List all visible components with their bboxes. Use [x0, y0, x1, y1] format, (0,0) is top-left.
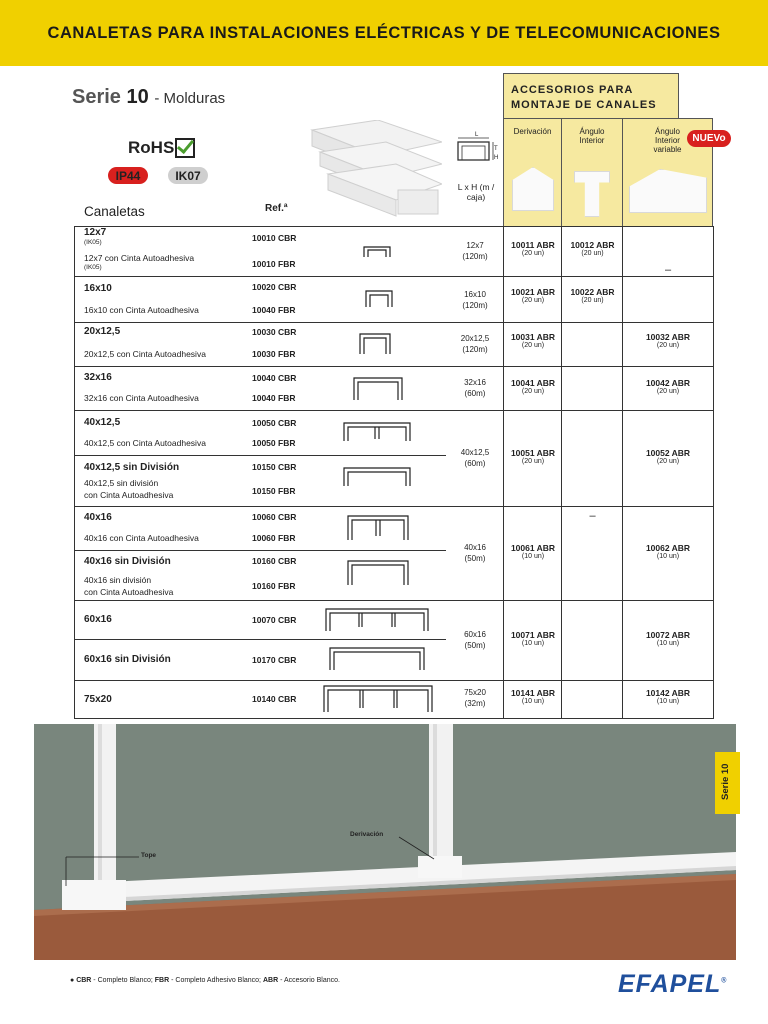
product-name: 40x12,5: [84, 417, 121, 428]
series-number: 10: [126, 86, 149, 108]
angulo-variable-qty: (10 un): [656, 640, 680, 647]
product-ref: 10020 CBR: [252, 282, 297, 292]
derivacion-qty: (20 un): [521, 388, 545, 395]
new-badge: NUEVo: [687, 130, 731, 147]
profile-60x16-nodiv-drawing: [328, 644, 426, 674]
product-sub-note: (IK05): [84, 264, 102, 271]
profile-75x20-drawing: [322, 682, 434, 716]
ref-column-label: Ref.ª: [265, 203, 288, 214]
angulo-interior-cell: [562, 287, 623, 304]
product-sub: con Cinta Autoadhesiva: [84, 587, 174, 597]
pack-size: 40x12,5: [460, 448, 490, 457]
installation-photo: [34, 724, 736, 960]
ip-badge: IP44: [108, 167, 148, 184]
ik-badge: IK07: [168, 167, 208, 184]
product-sub: 12x7 con Cinta Autoadhesiva: [84, 253, 195, 263]
derivacion-header: [503, 118, 561, 226]
product-ref: 10140 CBR: [252, 694, 297, 704]
footnote-fbr: FBR: [154, 977, 170, 984]
profile-12x7-drawing: [362, 243, 392, 259]
product-note: (IK05): [84, 239, 102, 246]
pack-qty: (60m): [464, 389, 486, 398]
product-ref: 10070 CBR: [252, 615, 297, 625]
product-ref: 10150 CBR: [252, 462, 297, 472]
derivacion-ref: 10141 ABR: [510, 688, 556, 698]
product-sub: con Cinta Autoadhesiva: [84, 490, 174, 500]
table-row-divider: [74, 550, 446, 551]
product-sub-ref: 10010 FBR: [252, 259, 296, 269]
footnote-cbr-text: - Completo Blanco;: [91, 977, 155, 984]
angulo-variable-ref: 10042 ABR: [645, 378, 691, 388]
pack-cell: [446, 333, 504, 355]
side-tab-label: Serie 10: [720, 763, 731, 800]
product-name: 40x16: [84, 512, 112, 523]
header-banner: [0, 0, 768, 66]
angulo-variable-cell: [623, 448, 713, 465]
product-name: 60x16: [84, 614, 112, 625]
table-row-divider: [74, 226, 714, 227]
product-name: 40x12,5 sin División: [84, 462, 180, 473]
derivacion-cell: [504, 332, 562, 349]
derivacion-cell: [504, 287, 562, 304]
pack-cell: [446, 447, 504, 469]
table-row-divider: [74, 680, 714, 681]
footnote-abr: ABR: [262, 977, 279, 984]
logo-text: EFAPEL: [618, 970, 722, 998]
product-sub: 16x10 con Cinta Autoadhesiva: [84, 305, 199, 315]
table-row-divider: [74, 276, 714, 277]
product-ref: 10050 CBR: [252, 418, 297, 428]
angulo-variable-ref: 10062 ABR: [645, 543, 691, 553]
dimension-diagram: [455, 128, 499, 168]
derivacion-cell: [504, 378, 562, 395]
derivacion-header-label: Derivación: [513, 127, 552, 136]
angulo-interior-header: [561, 118, 622, 226]
derivacion-ref: 10061 ABR: [510, 543, 556, 553]
trunking-photo: [308, 120, 442, 220]
accessories-title-line1: ACCESORIOS PARA: [511, 84, 634, 96]
angulo-interior-piece-image: [574, 171, 610, 217]
angulo-variable-cell: [623, 332, 713, 349]
derivacion-ref: 10031 ABR: [510, 332, 556, 342]
pack-qty: (120m): [462, 252, 488, 261]
angulo-variable-cell: [623, 543, 713, 560]
product-ref: 10010 CBR: [252, 233, 297, 243]
product-name: 40x16 sin División: [84, 556, 171, 567]
pack-size: 20x12,5: [460, 334, 490, 343]
check-icon: [175, 138, 195, 158]
product-name: 32x16: [84, 372, 112, 383]
page-title: CANALETAS PARA INSTALACIONES ELÉCTRICAS Y DE TELECOMUNICACIONES: [47, 23, 721, 42]
table-border-right: [713, 226, 714, 719]
angulo-variable-cell: [623, 378, 713, 395]
angulo-variable-qty: (20 un): [656, 388, 680, 395]
profile-40x12-nodiv-drawing: [342, 464, 412, 490]
table-row-divider: [74, 455, 446, 456]
angulo-variable-cell: [623, 688, 713, 705]
angulo-interior-qty: (20 un): [581, 297, 604, 304]
efapel-logo: [618, 970, 727, 999]
product-sub: 40x12,5 sin división: [84, 478, 159, 488]
pack-cell: [446, 240, 504, 262]
pack-cell: [446, 377, 504, 399]
product-ref: 10060 CBR: [252, 512, 297, 522]
derivacion-qty: (10 un): [521, 698, 545, 705]
pack-qty: (120m): [462, 345, 488, 354]
angulo-variable-qty: (20 un): [656, 342, 680, 349]
derivacion-ref: 10021 ABR: [510, 287, 556, 297]
angulo-variable-ref: 10052 ABR: [645, 448, 691, 458]
pack-size: 12x7: [466, 241, 484, 250]
angulo-variable-qty: (20 un): [656, 458, 680, 465]
product-sub-ref: 10150 FBR: [252, 486, 296, 496]
product-sub: 20x12,5 con Cinta Autoadhesiva: [84, 349, 206, 359]
footnote-abr-text: - Accesorio Blanco.: [278, 977, 340, 984]
derivacion-qty: (20 un): [521, 297, 545, 304]
series-name: Serie: [72, 86, 121, 108]
pack-cell: [446, 687, 504, 709]
accessories-title-line2: MONTAJE DE CANALES: [511, 99, 657, 111]
pack-size: 32x16: [464, 378, 486, 387]
pack-size: 16x10: [464, 290, 486, 299]
footnote-cbr: CBR: [76, 977, 92, 984]
pack-size: 75x20: [464, 688, 486, 697]
table-row-divider: [549, 322, 714, 323]
product-sub: 40x12,5 con Cinta Autoadhesiva: [84, 438, 206, 448]
angulo-interior-header-label: Ángulo Interior: [579, 127, 605, 145]
pack-qty: (50m): [464, 641, 486, 650]
angulo-variable-qty: (10 un): [656, 553, 680, 560]
profile-60x16-drawing: [324, 605, 430, 635]
table-row-divider: [74, 366, 714, 367]
angulo-variable-qty: (10 un): [656, 698, 680, 705]
derivacion-cell: [504, 240, 562, 257]
table-row-divider: [74, 639, 446, 640]
derivacion-cell: [504, 688, 562, 705]
angulo-variable-ref: 10032 ABR: [645, 332, 691, 342]
product-ref: 10160 CBR: [252, 556, 297, 566]
registered-mark: ®: [721, 977, 728, 985]
profile-40x12-drawing: [342, 419, 412, 445]
product-name: 16x10: [84, 283, 112, 294]
derivacion-qty: (20 un): [521, 458, 545, 465]
angulo-variable-header-label: Ángulo Interior variable: [653, 127, 682, 154]
product-ref: 10030 CBR: [252, 327, 297, 337]
derivacion-ref: 10051 ABR: [510, 448, 556, 458]
derivacion-ref: 10071 ABR: [510, 630, 556, 640]
pack-cell: [446, 629, 504, 651]
angulo-interior-cell: [562, 240, 623, 257]
footnote: [70, 977, 340, 984]
pack-qty: (60m): [464, 459, 486, 468]
angulo-interior-qty: (20 un): [581, 250, 604, 257]
series-title: [72, 86, 225, 109]
angulo-variable-piece-image: [629, 169, 707, 213]
series-subtitle: - Molduras: [154, 90, 226, 107]
angulo-variable-cell: [623, 630, 713, 647]
derivacion-cell: [504, 448, 562, 465]
footnote-fbr-text: - Completo Adhesivo Blanco;: [169, 977, 263, 984]
profile-16x10-drawing: [364, 287, 394, 309]
product-name: 60x16 sin División: [84, 654, 171, 665]
angulo-interior-ref: 10012 ABR: [570, 240, 615, 250]
photo-label-tope: Tope: [141, 852, 157, 859]
profile-40x16-nodiv-drawing: [346, 557, 410, 589]
product-name: 75x20: [84, 694, 112, 705]
product-sub: 40x16 sin división: [84, 575, 152, 585]
product-sub-ref: 10040 FBR: [252, 305, 296, 315]
product-name: 12x7: [84, 227, 107, 238]
product-sub: 32x16 con Cinta Autoadhesiva: [84, 393, 199, 403]
derivacion-qty: (10 un): [521, 640, 545, 647]
angulo-variable-ref: 10142 ABR: [645, 688, 691, 698]
product-ref: 10170 CBR: [252, 655, 297, 665]
bullet-icon: ●: [70, 977, 77, 984]
profile-40x16-drawing: [346, 512, 410, 544]
product-name: 20x12,5: [84, 326, 121, 337]
derivacion-qty: (10 un): [521, 553, 545, 560]
product-ref: 10040 CBR: [252, 373, 297, 383]
derivacion-cell: [504, 543, 562, 560]
side-tab: [715, 752, 740, 814]
profile-32x16-drawing: [352, 374, 404, 402]
product-table: [74, 226, 714, 719]
table-row-divider: [74, 322, 549, 323]
svg-text:H: H: [494, 155, 499, 161]
accessories-title-box: [503, 73, 679, 119]
pack-qty: (50m): [464, 554, 486, 563]
table-row-divider: [74, 410, 714, 411]
svg-text:T: T: [494, 146, 498, 152]
angulo-interior-empty-dash: –: [589, 510, 596, 522]
product-sub-ref: 10040 FBR: [252, 393, 296, 403]
pack-size: 40x16: [464, 543, 486, 552]
channels-column-label: Canaletas: [84, 204, 145, 219]
product-sub-ref: 10060 FBR: [252, 533, 296, 543]
derivacion-qty: (20 un): [521, 342, 545, 349]
profile-20x12-drawing: [358, 330, 392, 356]
rohs-mark: [128, 138, 195, 158]
derivacion-piece-image: [512, 167, 554, 211]
svg-text:L: L: [475, 132, 479, 138]
table-row-divider: [74, 600, 714, 601]
derivacion-ref: 10041 ABR: [510, 378, 556, 388]
pack-qty: (32m): [464, 699, 486, 708]
derivacion-qty: (20 un): [521, 250, 545, 257]
derivacion-ref: 10011 ABR: [511, 240, 555, 250]
photo-label-derivacion: Derivación: [350, 831, 384, 838]
product-sub-ref: 10050 FBR: [252, 438, 296, 448]
table-border-left: [74, 226, 75, 719]
product-sub-ref: 10030 FBR: [252, 349, 296, 359]
table-row-divider: [74, 506, 714, 507]
packaging-column-label: L x H (m / caja): [457, 182, 495, 202]
product-sub-ref: 10160 FBR: [252, 581, 296, 591]
table-row-divider: [74, 718, 714, 719]
pack-size: 60x16: [464, 630, 486, 639]
pack-qty: (120m): [462, 301, 488, 310]
pack-cell: [446, 289, 504, 311]
product-sub: 40x16 con Cinta Autoadhesiva: [84, 533, 199, 543]
derivacion-cell: [504, 630, 562, 647]
angulo-variable-empty-dash: –: [664, 264, 672, 276]
angulo-variable-ref: 10072 ABR: [645, 630, 691, 640]
angulo-interior-ref: 10022 ABR: [570, 287, 615, 297]
rohs-label: RoHS: [128, 138, 175, 157]
pack-cell: [446, 542, 504, 564]
